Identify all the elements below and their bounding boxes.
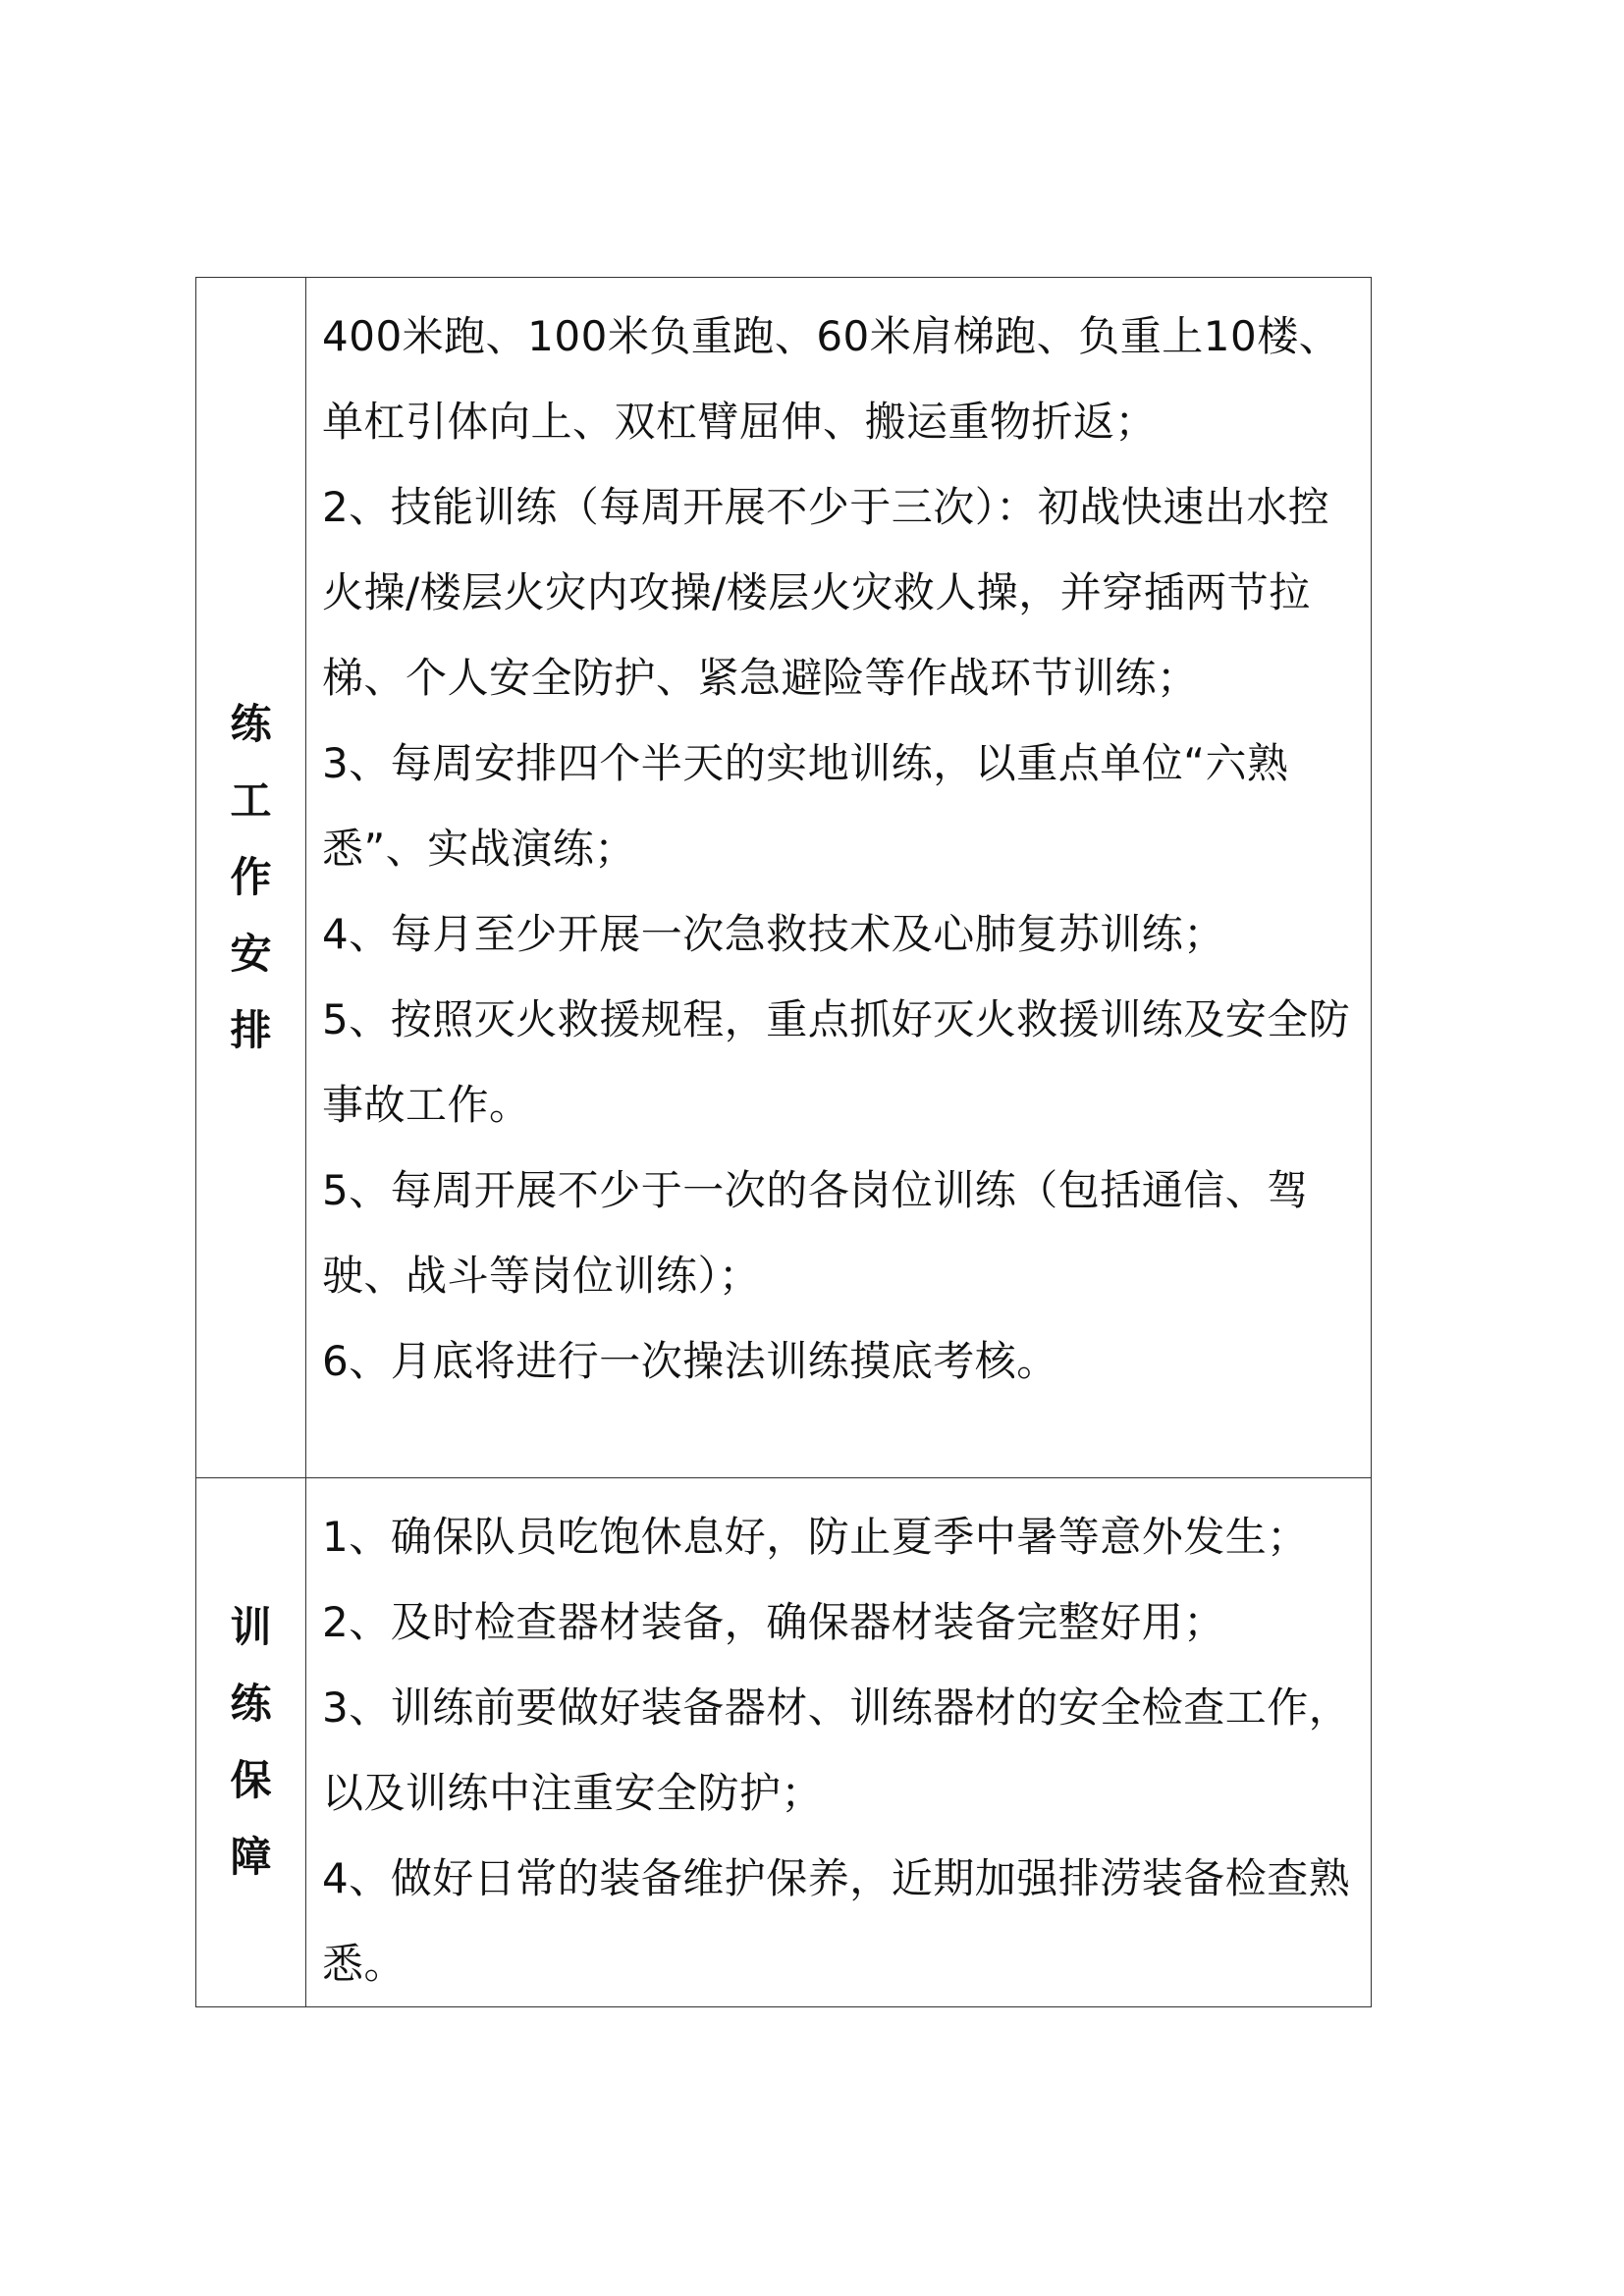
content-paragraph: 3、训练前要做好装备器材、训练器材的安全检查工作，以及训练中注重安全防护； [322,1683,1351,1817]
row-label-cell [196,278,306,1478]
content-paragraph: 5、每周开展不少于一次的各岗位训练（包括通信、驾驶、战斗等岗位训练）； [322,1166,1309,1300]
table-row [196,1478,1372,2007]
row-label-cell [196,1478,306,2007]
row-content-cell [306,278,1372,1478]
content-paragraph: 5、按照灭火救援规程，重点抓好灭火救援训练及安全防事故工作。 [322,995,1351,1129]
content-paragraph: 4、每月至少开展一次急救技术及心肺复苏训练； [322,910,1225,958]
content-paragraph: 4、做好日常的装备维护保养，近期加强排涝装备检查熟悉。 [322,1854,1351,1988]
content-paragraph: 3、每周安排四个半天的实地训练，以重点单位“六熟悉”、实战演练； [322,739,1289,873]
content-paragraph: 2、及时检查器材装备，确保器材装备完整好用； [322,1598,1225,1646]
row-label-training-arrangement: 练工作安排 [230,700,272,1054]
table-row [196,278,1372,1478]
row-content-cell [306,1478,1372,2007]
content-paragraph: 400米跑、100米负重跑、60米肩梯跑、负重上10楼、单杠引体向上、双杠臂屈伸、搬运重物折返； [322,312,1341,446]
content-paragraph: 6、月底将进行一次操法训练摸底考核。 [322,1337,1058,1385]
content-paragraph: 1、确保队员吃饱休息好，防止夏季中暑等意外发生； [322,1513,1309,1561]
content-table [195,277,1372,2007]
content-paragraph: 2、技能训练（每周开展不少于三次）：初战快速出水控火操/楼层火灾内攻操/楼层火灾救人操，并穿插两节拉梯、个人安全防护、紧急避险等作战环节训练； [322,483,1330,702]
row-label-training-support: 训练保障 [230,1603,272,1881]
